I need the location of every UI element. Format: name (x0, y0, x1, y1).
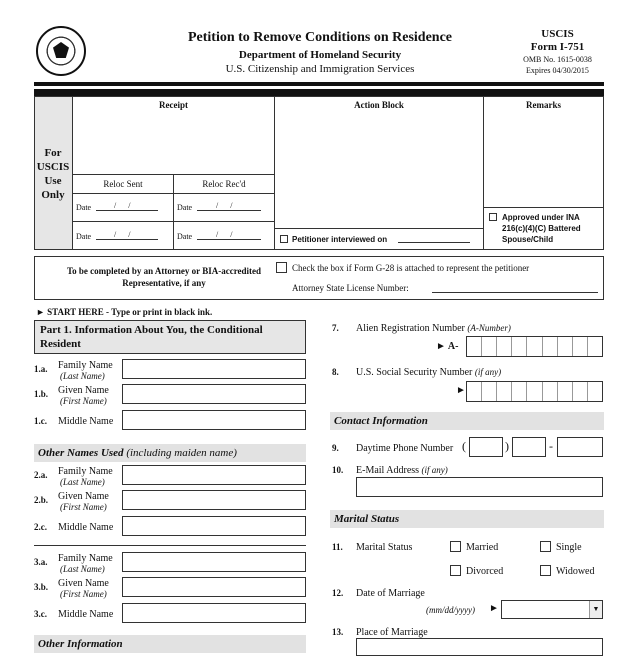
q10-label (356, 465, 448, 476)
q8-label-text: U.S. Social Security Number (356, 367, 473, 378)
date-label: Date (76, 203, 92, 212)
interviewed-date-line[interactable] (398, 242, 470, 243)
other-names-header (34, 444, 306, 462)
action-divider (275, 228, 483, 229)
divorced-label: Divorced (466, 566, 504, 577)
action-block-label: Action Block (354, 100, 404, 110)
action-block-section (274, 96, 484, 250)
receipt-label: Receipt (159, 100, 188, 110)
other-middle-name-input[interactable] (122, 516, 306, 536)
field-label: Family Name (58, 466, 113, 477)
divorced-checkbox[interactable] (450, 565, 461, 576)
group-divider (34, 545, 306, 546)
header-rule (34, 82, 604, 86)
date-label: Date (177, 203, 193, 212)
other-family-name-input[interactable] (122, 465, 306, 485)
field-label: Given Name (58, 491, 109, 502)
field-number: 3.b. (34, 582, 49, 592)
department-name: Department of Homeland Security (238, 49, 402, 61)
single-label: Single (556, 542, 582, 553)
field-number: 2.c. (34, 522, 47, 532)
other-given-name-input[interactable] (122, 490, 306, 510)
attorney-label: To be completed by an Attorney or BIA-accredited Representative, if any (66, 266, 262, 288)
family-name-input[interactable] (122, 359, 306, 379)
a-number-input[interactable] (466, 336, 603, 357)
q10-number: 10. (332, 465, 344, 475)
field-label: Family Name (58, 553, 113, 564)
omb-number: OMB No. 1615-0038 (523, 55, 592, 64)
field-sublabel: (First Name) (60, 396, 107, 406)
q12-arrow: ► (489, 603, 499, 614)
field-sublabel: (First Name) (60, 589, 107, 599)
field-number: 3.a. (34, 557, 48, 567)
field-number: 2.b. (34, 495, 49, 505)
q7-label (356, 323, 511, 334)
other-given-name-2-input[interactable] (122, 577, 306, 597)
q9-number: 9. (332, 443, 339, 453)
dhs-seal-icon (36, 26, 86, 76)
place-of-marriage-input[interactable] (356, 638, 603, 656)
q11-number: 11. (332, 542, 343, 552)
field-sublabel: (Last Name) (60, 371, 105, 381)
other-info-header: Other Information (34, 635, 306, 653)
approved-ina-checkbox[interactable] (489, 213, 497, 221)
date-label: Date (76, 232, 92, 241)
date-line (197, 239, 261, 240)
remarks-divider (484, 207, 603, 208)
q10-sublabel: (if any) (421, 465, 448, 475)
field-label: Middle Name (58, 416, 114, 427)
date-slashes: / / (114, 201, 131, 210)
uscis-use-label: For USCIS Use Only (36, 147, 70, 201)
q7-sublabel: (A-Number) (467, 323, 511, 333)
date-slashes: / / (216, 201, 233, 210)
field-label: Middle Name (58, 522, 114, 533)
state-license-input[interactable] (432, 292, 598, 293)
widowed-checkbox[interactable] (540, 565, 551, 576)
agency-name: U.S. Citizenship and Immigration Services (225, 63, 415, 75)
field-number: 1.a. (34, 364, 48, 374)
agency-short: USCIS (541, 28, 574, 40)
q8-label (356, 367, 501, 378)
given-name-input[interactable] (122, 384, 306, 404)
q12-sublabel: (mm/dd/yyyy) (426, 605, 475, 615)
chevron-down-icon[interactable]: ▼ (589, 601, 602, 618)
date-line (96, 210, 158, 211)
field-label: Middle Name (58, 609, 114, 620)
expiration-date: Expires 04/30/2015 (526, 66, 589, 75)
married-checkbox[interactable] (450, 541, 461, 552)
approved-ina-label: Approved under INA 216(c)(4)(C) Battered Spouse/Child (502, 213, 581, 244)
state-license-label: Attorney State License Number: (292, 283, 409, 293)
date-slashes: / / (114, 230, 131, 239)
field-number: 1.c. (34, 416, 47, 426)
date-label: Date (177, 232, 193, 241)
header-rule-thick (34, 89, 604, 96)
other-names-title: Other Names Used (38, 447, 124, 459)
date-slashes: / / (216, 230, 233, 239)
q10-label-text: E-Mail Address (356, 465, 420, 476)
g28-label: Check the box if Form G-28 is attached to represent the petitioner (292, 263, 530, 273)
other-family-name-2-input[interactable] (122, 552, 306, 572)
field-number: 2.a. (34, 470, 48, 480)
q13-number: 13. (332, 627, 344, 637)
ssn-input[interactable] (466, 381, 603, 402)
field-sublabel: (First Name) (60, 502, 107, 512)
q7-number: 7. (332, 323, 339, 333)
middle-name-input[interactable] (122, 410, 306, 430)
phone-paren-close: ) (505, 439, 509, 453)
ssn-prefix: ► (456, 385, 466, 396)
field-sublabel: (Last Name) (60, 564, 105, 574)
form-title: Petition to Remove Conditions on Residence (187, 30, 453, 45)
form-number: Form I-751 (530, 41, 585, 53)
petitioner-interviewed-checkbox[interactable] (280, 235, 288, 243)
date-line (96, 239, 158, 240)
q12-label: Date of Marriage (356, 588, 425, 599)
a-number-prefix: ► A- (436, 341, 459, 352)
date-of-marriage-select[interactable] (501, 600, 603, 619)
start-here: ► START HERE - Type or print in black ink. (36, 307, 213, 317)
phone-paren-open: ( (462, 439, 466, 453)
contact-info-header: Contact Information (330, 412, 604, 430)
phone-line-input[interactable] (557, 437, 603, 457)
q9-label: Daytime Phone Number (356, 443, 454, 454)
q12-number: 12. (332, 588, 344, 598)
other-middle-name-2-input[interactable] (122, 603, 306, 623)
g28-checkbox[interactable] (276, 262, 287, 273)
reloc-recd-label: Reloc Rec'd (202, 179, 246, 189)
single-checkbox[interactable] (540, 541, 551, 552)
phone-prefix-input[interactable] (512, 437, 546, 457)
widowed-label: Widowed (556, 566, 595, 577)
field-label: Family Name (58, 360, 113, 371)
field-number: 3.c. (34, 609, 47, 619)
q7-label-text: Alien Registration Number (356, 323, 465, 334)
field-label: Given Name (58, 578, 109, 589)
q11-label: Marital Status (356, 542, 413, 553)
reloc-sent-label: Reloc Sent (103, 179, 143, 189)
married-label: Married (466, 542, 499, 553)
remarks-label: Remarks (526, 100, 561, 110)
q8-number: 8. (332, 367, 339, 377)
date-line (197, 210, 261, 211)
marital-status-header: Marital Status (330, 510, 604, 528)
field-label: Given Name (58, 385, 109, 396)
email-input[interactable] (356, 477, 603, 497)
q13-label: Place of Marriage (356, 627, 428, 638)
q8-sublabel: (if any) (474, 367, 502, 377)
field-number: 1.b. (34, 389, 49, 399)
petitioner-interviewed-label: Petitioner interviewed on (292, 235, 388, 244)
phone-dash: - (549, 439, 553, 453)
other-names-suffix: (including maiden name) (123, 447, 237, 459)
phone-area-code-input[interactable] (469, 437, 503, 457)
field-sublabel: (Last Name) (60, 477, 105, 487)
part1-title: Part 1. Information About You, the Conditional Resident (40, 324, 263, 350)
